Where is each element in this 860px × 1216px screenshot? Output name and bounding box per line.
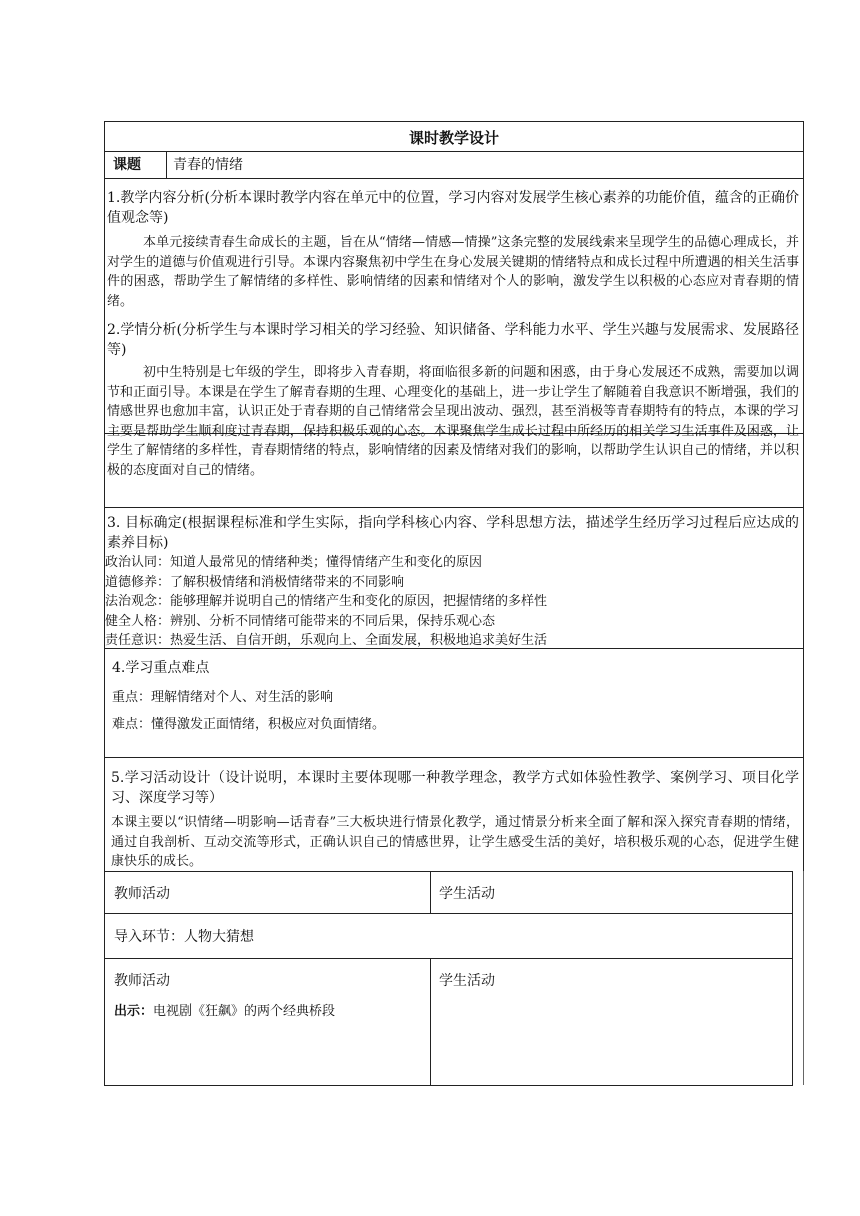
topic-row bbox=[104, 152, 804, 179]
activity-header-row bbox=[104, 871, 792, 914]
show-line bbox=[114, 1002, 335, 1022]
goal-political: 政治认同：知道人最常见的情绪种类；懂得情绪产生和变化的原因 bbox=[105, 555, 483, 570]
section-learner-analysis bbox=[104, 318, 804, 508]
key-point: 重点：理解情绪对个人、对生活的影响 bbox=[112, 690, 334, 705]
section-1-body: 本单元接续青春生命成长的主题，旨在从“情绪—情感—情操”这条完整的发展线索来呈现学生的品德心理成长，并对学生的道德与价值观进行引导。本课内容聚焦初中学生在身心发展关键期的情绪特点和成长过程中所遭遇的相关生活事件的困惑，帮助学生了解情绪的多样性、影响情绪的因素和情绪对个人的影响，激发学生以积极的心态应对青春期的情绪。 bbox=[107, 235, 799, 309]
section-activity-design bbox=[104, 758, 804, 871]
teacher-activity-header: 教师活动 bbox=[114, 886, 170, 902]
student-activity-header: 学生活动 bbox=[439, 886, 495, 902]
student-activity-label: 学生活动 bbox=[439, 973, 495, 989]
intro-row bbox=[104, 914, 792, 959]
title-row bbox=[104, 121, 804, 152]
section-3-heading: 3. 目标确定(根据课程标准和学生实际，指向学科核心内容、学科思想方法，描述学生经历学习过程后应达成的素养目标) bbox=[107, 515, 799, 551]
topic-label: 课题 bbox=[113, 157, 141, 173]
activity-detail-row bbox=[104, 959, 792, 1086]
teacher-activity-label: 教师活动 bbox=[114, 973, 170, 989]
intro-text: 导入环节：人物大猜想 bbox=[114, 929, 254, 945]
section-4-heading: 4.学习重点难点 bbox=[112, 660, 210, 676]
section-1-heading: 1.教学内容分析(分析本课时教学内容在单元中的位置，学习内容对发展学生核心素养的功能价值，蕴含的正确价值观念等) bbox=[107, 190, 799, 226]
topic-label-cell bbox=[105, 152, 167, 178]
section-goals bbox=[104, 508, 804, 649]
section-5-heading: 5.学习活动设计（设计说明，本课时主要体现哪一种教学理念，教学方式如体验性教学、案例学习、项目化学习、深度学习等） bbox=[111, 770, 799, 806]
page-title: 课时教学设计 bbox=[408, 129, 499, 147]
goal-personality: 健全人格：辨别、分析不同情绪可能带来的不同后果，保持乐观心态 bbox=[105, 613, 496, 629]
table-right-border bbox=[792, 871, 793, 1086]
table-outer-border bbox=[803, 871, 804, 1085]
goal-moral: 道德修养：了解积极情绪和消极情绪带来的不同影响 bbox=[105, 574, 405, 590]
teacher-activity-cell bbox=[105, 959, 431, 1085]
goal-law: 法治观念：能够理解并说明自己的情绪产生和变化的原因，把握情绪的多样性 bbox=[105, 594, 548, 609]
show-text: 电视剧《狂飙》的两个经典桥段 bbox=[153, 1004, 336, 1019]
section-2-body: 初中生特别是七年级的学生，即将步入青春期，将面临很多新的问题和困惑，由于身心发展还不成熟，需要加以调节和正面引导。本课是在学生了解青春期的生理、心理变化的基础上，进一步让学生了解随着自我意识不断增强，我们的情感世界也愈加丰富，认识正处于青春期的自己情绪常会呈现出波动、强烈，甚至消极等青春期特有的特点，本课的学习主要是帮助学生顺利度过青春期，保持积极乐观的心态。本课聚焦学生成长过程中所经历的相关学习生活事件及困惑，让学生了解情绪的多样性，青春期情绪的特点，影响情绪的因素及情绪对我们的影响，以帮助学生认识自己的情绪，并以积极的态度面对自己的情绪。 bbox=[107, 365, 799, 478]
section-2-heading: 2.学情分析(分析学生与本课时学习相关的学习经验、知识储备、学科能力水平、学生兴趣与发展需求、发展路径等) bbox=[107, 322, 799, 358]
teacher-activity-header-cell bbox=[105, 872, 431, 914]
section-key-points bbox=[104, 649, 804, 758]
section-5-body: 本课主要以“识情绪—明影响—话青春”三大板块进行情景化教学，通过情景分析来全面了解和深入探究青春期的情绪，通过自我剖析、互动交流等形式，正确认识自己的情感世界，让学生感受生活的美好，培积极乐观的心态，促进学生健康快乐的成长。 bbox=[111, 815, 799, 869]
difficult-point: 难点：懂得激发正面情绪，积极应对负面情绪。 bbox=[112, 717, 386, 732]
goal-responsibility: 责任意识：热爱生活、自信开朗，乐观向上、全面发展，积极地追求美好生活 bbox=[105, 633, 548, 648]
show-label: 出示： bbox=[114, 1004, 154, 1019]
topic-value: 青春的情绪 bbox=[173, 157, 243, 173]
